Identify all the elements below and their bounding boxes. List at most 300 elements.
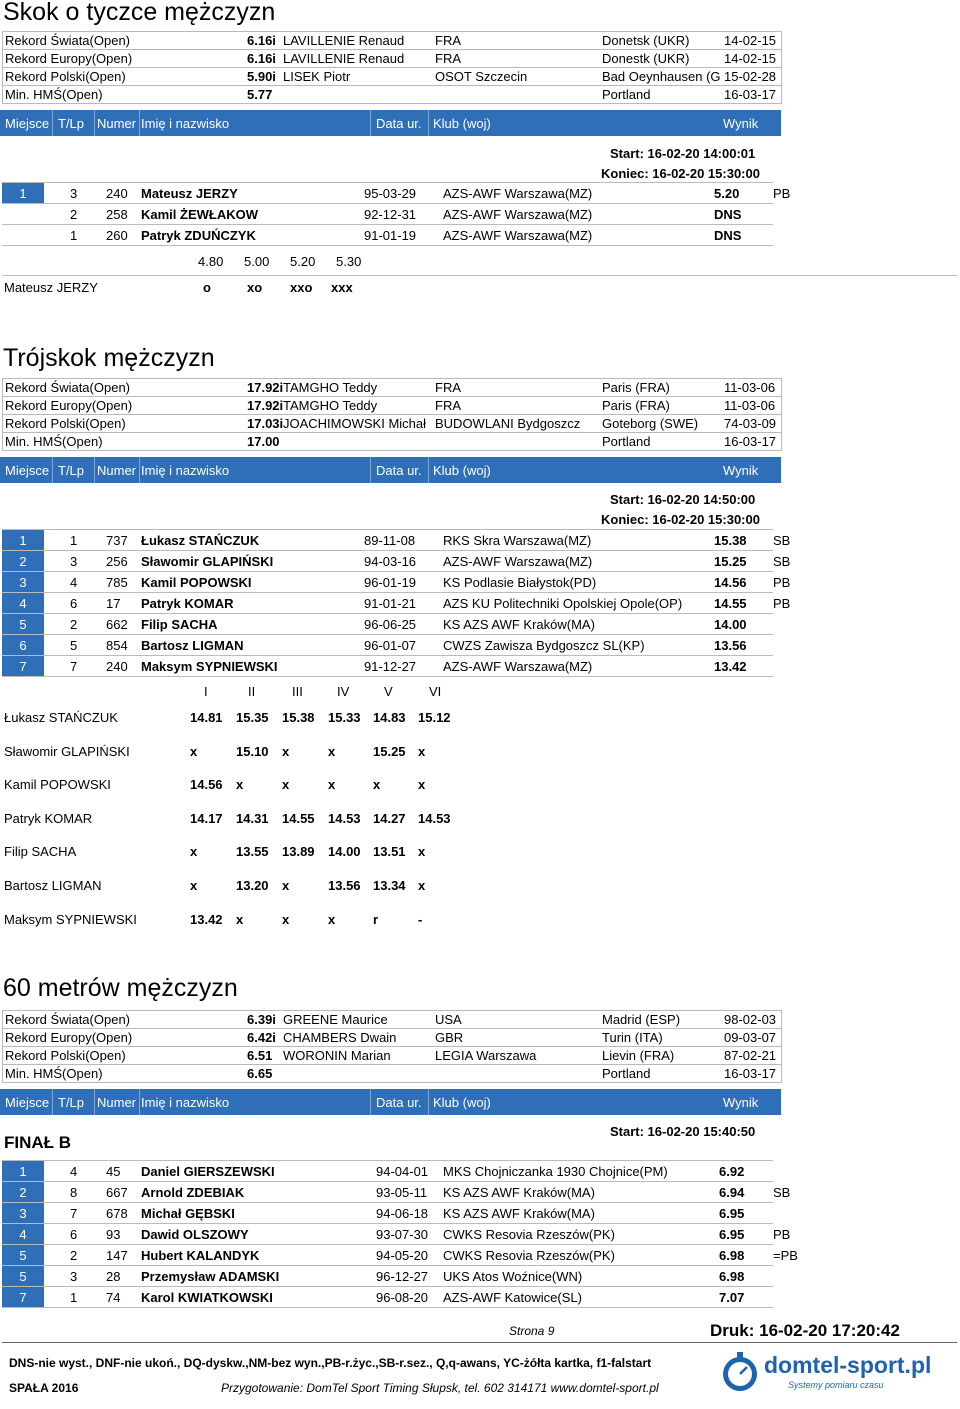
- record-row: [3, 397, 781, 415]
- record-label: Rekord Polski(Open): [5, 1048, 126, 1063]
- result-club: AZS-AWF Katowice(SL): [443, 1290, 582, 1305]
- record-date: 16-03-17: [724, 87, 777, 102]
- result-value: 13.56: [714, 638, 747, 653]
- header-lane: T/Lp: [58, 463, 85, 478]
- result-name: Bartosz LIGMAN: [141, 638, 244, 653]
- attempt-mark: x: [282, 777, 290, 793]
- result-value: 14.00: [714, 617, 747, 632]
- result-place: 7: [2, 1287, 44, 1307]
- result-club: AZS-AWF Warszawa(MZ): [443, 207, 593, 222]
- result-dob: 96-01-07: [364, 638, 417, 653]
- header-result: Wynik: [723, 116, 759, 131]
- result-note: SB: [773, 533, 791, 548]
- result-lane: 1: [70, 228, 78, 243]
- result-value: 14.55: [714, 596, 747, 611]
- attempt-mark: 15.33: [328, 710, 361, 725]
- record-place: Donetsk (UKR): [602, 33, 690, 48]
- header-dob: Data ur.: [376, 463, 422, 478]
- result-value: 6.92: [719, 1164, 745, 1179]
- result-name: Karol KWIATKOWSKI: [141, 1290, 273, 1305]
- record-label: Rekord Europy(Open): [5, 1030, 133, 1045]
- attempt-mark: 14.27: [373, 810, 406, 826]
- round-label: VI: [429, 684, 442, 699]
- result-name: Łukasz STAŃCZUK: [141, 533, 260, 548]
- result-name: Sławomir GLAPIŃSKI: [141, 554, 274, 569]
- page-number: Strona 9: [509, 1324, 555, 1338]
- attempt-mark: xxo: [290, 280, 313, 295]
- result-number: 93: [106, 1227, 121, 1242]
- header-divider: [370, 457, 371, 483]
- row-divider: [2, 275, 957, 276]
- result-club: CWZS Zawisza Bydgoszcz SL(KP): [443, 638, 645, 653]
- result-dob: 96-12-27: [376, 1269, 429, 1284]
- result-club: AZS-AWF Warszawa(MZ): [443, 186, 593, 201]
- record-mark: 6.42i: [247, 1030, 276, 1045]
- result-number: 678: [106, 1206, 128, 1221]
- result-row: [2, 530, 791, 550]
- record-label: Min. HMŚ(Open): [5, 87, 103, 102]
- prepared-by: Przygotowanie: DomTel Sport Timing Słupsk, tel. 602 314171 www.domtel-sport.pl: [221, 1381, 659, 1395]
- result-name: Patryk ZDUŃCZYK: [141, 228, 256, 243]
- attempt-mark: 14.83: [373, 710, 406, 725]
- result-place: 3: [2, 1203, 44, 1223]
- result-value: 6.95: [719, 1227, 745, 1242]
- record-date: 16-03-17: [724, 1066, 777, 1081]
- result-dob: 95-03-29: [364, 186, 417, 201]
- result-row: [2, 1245, 798, 1265]
- record-mark: 17.92i: [247, 380, 284, 395]
- result-value: DNS: [714, 207, 742, 222]
- records-table: [2, 1010, 782, 1083]
- header-divider: [94, 110, 95, 136]
- header-number: Numer: [97, 1095, 137, 1110]
- header-number: Numer: [97, 116, 137, 131]
- result-lane: 8: [70, 1185, 78, 1200]
- result-dob: 96-08-20: [376, 1290, 429, 1305]
- record-label: Rekord Świata(Open): [5, 33, 130, 48]
- attempt-mark: x: [373, 777, 381, 793]
- result-lane: 4: [70, 575, 78, 590]
- record-row: [3, 1047, 781, 1065]
- attempt-mark: 14.55: [282, 810, 315, 826]
- record-place: Paris (FRA): [602, 380, 670, 395]
- result-row: [2, 593, 791, 613]
- attempt-mark: r: [373, 911, 379, 927]
- record-label: Rekord Europy(Open): [5, 398, 133, 413]
- record-country: USA: [435, 1012, 462, 1027]
- record-athlete: GREENE Maurice: [283, 1012, 388, 1027]
- record-country: GBR: [435, 1030, 464, 1045]
- record-row: [3, 32, 781, 50]
- attempt-mark: o: [203, 280, 211, 295]
- height-label: 4.80: [198, 254, 224, 269]
- result-value: 14.56: [714, 575, 747, 590]
- attempt-mark: 14.17: [190, 810, 223, 826]
- attempt-mark: x: [328, 911, 336, 927]
- record-mark: 6.51: [247, 1048, 273, 1063]
- round-label: IV: [337, 684, 350, 699]
- result-club: AZS KU Politechniki Opolskiej Opole(OP): [443, 596, 683, 611]
- header-club: Klub (woj): [433, 463, 491, 478]
- header-divider: [370, 1089, 371, 1115]
- attempt-athlete: Sławomir GLAPIŃSKI: [4, 743, 130, 759]
- result-name: Kamil ŻEWŁAKOW: [141, 207, 258, 222]
- result-lane: 3: [70, 186, 78, 201]
- record-row: [3, 433, 781, 450]
- record-mark: 17.92i: [247, 398, 284, 413]
- record-date: 74-03-09: [724, 416, 777, 431]
- attempt-mark: x: [418, 878, 426, 893]
- result-dob: 92-12-31: [364, 207, 417, 222]
- record-row: [3, 1029, 781, 1047]
- result-club: KS AZS AWF Kraków(MA): [443, 1185, 595, 1200]
- result-club: AZS-AWF Warszawa(MZ): [443, 554, 593, 569]
- result-value: 6.94: [719, 1185, 745, 1200]
- record-place: Turin (ITA): [602, 1030, 663, 1045]
- attempt-mark: x: [190, 844, 198, 860]
- result-lane: 3: [70, 1269, 78, 1284]
- result-name: Filip SACHA: [141, 617, 218, 632]
- record-place: Madrid (ESP): [602, 1012, 681, 1027]
- record-label: Rekord Polski(Open): [5, 69, 126, 84]
- result-value: 15.25: [714, 554, 747, 569]
- result-value: 6.95: [719, 1206, 745, 1221]
- records-table: [2, 378, 782, 451]
- header-number: Numer: [97, 463, 137, 478]
- record-mark: 17.03i: [247, 416, 284, 431]
- header-lane: T/Lp: [58, 116, 85, 131]
- attempt-mark: -: [418, 911, 423, 927]
- result-row: [2, 656, 773, 676]
- result-lane: 7: [70, 659, 78, 674]
- result-note: =PB: [773, 1248, 798, 1263]
- header-divider: [94, 1089, 95, 1115]
- result-club: KS AZS AWF Kraków(MA): [443, 1206, 595, 1221]
- result-place: [2, 204, 44, 224]
- attempt-mark: 14.31: [236, 810, 269, 826]
- record-country: LEGIA Warszawa: [435, 1048, 537, 1063]
- result-row: [2, 204, 773, 224]
- header-place: Miejsce: [5, 1095, 50, 1110]
- result-dob: 89-11-08: [364, 533, 416, 548]
- result-note: PB: [773, 596, 791, 611]
- header-divider: [139, 1089, 140, 1115]
- result-dob: 93-07-30: [376, 1227, 429, 1242]
- attempt-mark: 15.35: [236, 710, 269, 725]
- result-dob: 96-01-19: [364, 575, 417, 590]
- result-value: 15.38: [714, 533, 747, 548]
- record-country: FRA: [435, 398, 461, 413]
- results-table-header: [0, 110, 781, 136]
- result-place: 7: [2, 656, 44, 676]
- record-country: OSOT Szczecin: [435, 69, 528, 84]
- result-lane: 2: [70, 617, 78, 632]
- record-mark: 5.90i: [247, 69, 276, 84]
- height-label: 5.30: [336, 254, 362, 269]
- result-note: PB: [773, 575, 791, 590]
- record-place: Donestk (UKR): [602, 51, 690, 66]
- result-place: 1: [2, 530, 44, 550]
- header-dob: Data ur.: [376, 116, 422, 131]
- stopwatch-icon: [718, 1350, 762, 1394]
- header-divider: [428, 110, 429, 136]
- record-country: FRA: [435, 33, 461, 48]
- row-divider: [2, 1307, 773, 1308]
- record-date: 15-02-28: [724, 69, 777, 84]
- attempt-mark: 13.51: [373, 844, 406, 860]
- result-name: Michał GĘBSKI: [141, 1206, 235, 1221]
- record-place: Portland: [602, 87, 651, 102]
- record-label: Rekord Europy(Open): [5, 51, 133, 66]
- result-note: PB: [773, 186, 791, 201]
- header-divider: [428, 1089, 429, 1115]
- attempt-mark: x: [418, 844, 426, 860]
- attempt-mark: x: [236, 911, 244, 927]
- attempt-mark: 13.20: [236, 878, 269, 893]
- result-place: 6: [2, 635, 44, 655]
- header-result: Wynik: [723, 463, 759, 478]
- record-mark: 6.16i: [247, 51, 276, 66]
- record-date: 11-03-06: [724, 398, 776, 413]
- record-date: 09-03-07: [724, 1030, 777, 1045]
- result-value: 7.07: [719, 1290, 745, 1305]
- result-note: PB: [773, 1227, 791, 1242]
- header-divider: [52, 1089, 53, 1115]
- result-number: 667: [106, 1185, 128, 1200]
- result-row: [2, 1182, 791, 1202]
- result-lane: 4: [70, 1164, 78, 1179]
- result-club: UKS Atos Woźnice(WN): [443, 1269, 583, 1284]
- header-divider: [52, 457, 53, 483]
- header-divider: [428, 457, 429, 483]
- header-divider: [370, 110, 371, 136]
- record-label: Rekord Polski(Open): [5, 416, 126, 431]
- record-mark: 5.77: [247, 87, 273, 102]
- section-title: Skok o tyczce mężczyzn: [3, 0, 276, 26]
- result-club: AZS-AWF Warszawa(MZ): [443, 659, 593, 674]
- attempt-mark: x: [282, 878, 290, 893]
- attempt-mark: 13.89: [282, 844, 315, 860]
- result-club: AZS-AWF Warszawa(MZ): [443, 228, 593, 243]
- header-result: Wynik: [723, 1095, 759, 1110]
- attempt-mark: 14.53: [328, 810, 361, 826]
- record-athlete: CHAMBERS Dwain: [283, 1030, 397, 1045]
- result-value: 6.98: [719, 1269, 745, 1284]
- result-number: 258: [106, 207, 128, 222]
- record-place: Paris (FRA): [602, 398, 670, 413]
- record-athlete: WORONIN Marian: [283, 1048, 391, 1063]
- header-dob: Data ur.: [376, 1095, 422, 1110]
- result-lane: 2: [70, 1248, 78, 1263]
- attempt-mark: x: [190, 743, 198, 759]
- record-place: Goteborg (SWE): [602, 416, 699, 431]
- attempt-mark: x: [190, 878, 198, 893]
- result-place: 3: [2, 572, 44, 592]
- record-label: Rekord Świata(Open): [5, 1012, 130, 1027]
- start-time: Start: 16-02-20 15:40:50: [610, 1124, 756, 1139]
- result-value: 13.42: [714, 659, 747, 674]
- attempt-mark: 13.42: [190, 911, 223, 927]
- start-time: Start: 16-02-20 14:00:01: [610, 146, 756, 161]
- result-name: Daniel GIERSZEWSKI: [141, 1164, 275, 1179]
- result-dob: 91-12-27: [364, 659, 417, 674]
- header-club: Klub (woj): [433, 1095, 491, 1110]
- record-athlete: TAMGHO Teddy: [283, 380, 378, 395]
- result-name: Kamil POPOWSKI: [141, 575, 252, 590]
- header-club: Klub (woj): [433, 116, 491, 131]
- result-number: 785: [106, 575, 128, 590]
- result-number: 260: [106, 228, 128, 243]
- attempt-mark: 13.55: [236, 844, 269, 860]
- attempt-mark: x: [418, 777, 426, 793]
- result-number: 854: [106, 638, 128, 653]
- record-row: [3, 379, 781, 397]
- result-dob: 94-03-16: [364, 554, 417, 569]
- result-place: 1: [2, 183, 44, 203]
- attempt-athlete: Maksym SYPNIEWSKI: [4, 911, 137, 927]
- record-date: 14-02-15: [724, 51, 777, 66]
- result-row: [2, 183, 791, 203]
- attempt-mark: x: [418, 743, 426, 759]
- attempt-mark: xxx: [331, 280, 353, 295]
- round-label: I: [204, 684, 208, 699]
- record-place: Bad Oeynhausen (G: [602, 69, 721, 84]
- row-divider: [2, 676, 773, 677]
- result-row: [2, 1161, 773, 1181]
- footer-divider: [2, 1342, 957, 1343]
- header-name: Imię i nazwisko: [141, 1095, 230, 1110]
- result-club: CWKS Resovia Rzeszów(PK): [443, 1248, 615, 1263]
- attempt-mark: xo: [247, 280, 263, 295]
- result-name: Maksym SYPNIEWSKI: [141, 659, 278, 674]
- record-row: [3, 415, 781, 433]
- domtel-logo: [718, 1346, 938, 1398]
- attempt-athlete: Łukasz STAŃCZUK: [4, 710, 118, 725]
- record-row: [3, 1011, 781, 1029]
- result-dob: 94-06-18: [376, 1206, 429, 1221]
- record-place: Lievin (FRA): [602, 1048, 675, 1063]
- end-time: Koniec: 16-02-20 15:30:00: [601, 166, 760, 181]
- record-athlete: JOACHIMOWSKI Michał: [283, 416, 427, 431]
- result-lane: 5: [70, 638, 78, 653]
- event-name: SPAŁA 2016: [9, 1381, 79, 1395]
- header-divider: [94, 457, 95, 483]
- record-mark: 6.65: [247, 1066, 273, 1081]
- attempt-mark: 15.10: [236, 743, 269, 759]
- result-number: 240: [106, 186, 128, 201]
- logo-name: domtel-sport.pl: [764, 1352, 932, 1378]
- attempt-mark: x: [328, 743, 336, 759]
- result-place: 4: [2, 593, 44, 613]
- result-number: 256: [106, 554, 128, 569]
- result-lane: 7: [70, 1206, 78, 1221]
- result-row: [2, 1224, 791, 1244]
- result-dob: 94-04-01: [376, 1164, 429, 1179]
- result-club: KS AZS AWF Kraków(MA): [443, 617, 595, 632]
- record-label: Min. HMŚ(Open): [5, 1066, 103, 1081]
- record-athlete: LAVILLENIE Renaud: [283, 33, 405, 48]
- header-divider: [139, 110, 140, 136]
- result-row: [2, 225, 773, 245]
- attempt-mark: 15.38: [282, 710, 315, 725]
- round-label: II: [248, 684, 256, 699]
- section-title: Trójskok mężczyzn: [3, 344, 215, 372]
- result-lane: 1: [70, 1290, 78, 1305]
- result-lane: 2: [70, 207, 78, 222]
- result-number: 662: [106, 617, 128, 632]
- end-time: Koniec: 16-02-20 15:30:00: [601, 512, 760, 527]
- record-place: Portland: [602, 434, 651, 449]
- attempt-mark: x: [282, 743, 290, 759]
- record-row: [3, 1065, 781, 1082]
- result-number: 147: [106, 1248, 128, 1263]
- result-dob: 96-06-25: [364, 617, 417, 632]
- result-dob: 94-05-20: [376, 1248, 429, 1263]
- final-title: FINAŁ B: [4, 1133, 72, 1152]
- section-title: 60 metrów mężczyzn: [3, 974, 238, 1002]
- attempt-mark: 13.56: [328, 878, 361, 893]
- result-number: 45: [106, 1164, 121, 1179]
- result-place: 4: [2, 1224, 44, 1244]
- record-athlete: LISEK Piotr: [283, 69, 351, 84]
- record-row: [3, 68, 781, 86]
- attempt-mark: 13.34: [373, 878, 406, 893]
- result-name: Hubert KALANDYK: [141, 1248, 260, 1263]
- record-row: [3, 50, 781, 68]
- result-name: Mateusz JERZY: [141, 186, 238, 201]
- header-name: Imię i nazwisko: [141, 463, 230, 478]
- round-label: III: [292, 684, 303, 699]
- header-divider: [52, 110, 53, 136]
- record-athlete: LAVILLENIE Renaud: [283, 51, 405, 66]
- result-number: 17: [106, 596, 121, 611]
- record-label: Min. HMŚ(Open): [5, 434, 103, 449]
- result-place: 5: [2, 614, 44, 634]
- attempt-mark: x: [236, 777, 244, 793]
- record-label: Rekord Świata(Open): [5, 380, 130, 395]
- result-place: 5: [2, 1245, 44, 1265]
- result-note: SB: [773, 554, 791, 569]
- result-dob: 91-01-21: [364, 596, 417, 611]
- result-club: MKS Chojniczanka 1930 Chojnice(PM): [443, 1164, 668, 1179]
- result-value: 6.98: [719, 1248, 745, 1263]
- result-number: 74: [106, 1290, 121, 1305]
- result-lane: 3: [70, 554, 78, 569]
- attempt-athlete: Bartosz LIGMAN: [4, 878, 102, 893]
- result-row: [2, 635, 773, 655]
- record-country: FRA: [435, 51, 461, 66]
- result-club: CWKS Resovia Rzeszów(PK): [443, 1227, 615, 1242]
- attempt-athlete: Patryk KOMAR: [4, 810, 93, 826]
- result-name: Patryk KOMAR: [141, 596, 234, 611]
- result-row: [2, 614, 773, 634]
- result-number: 28: [106, 1269, 121, 1284]
- record-date: 98-02-03: [724, 1012, 777, 1027]
- result-number: 737: [106, 533, 128, 548]
- record-date: 87-02-21: [724, 1048, 777, 1063]
- result-lane: 6: [70, 1227, 78, 1242]
- header-place: Miejsce: [5, 116, 50, 131]
- attempt-mark: 14.53: [418, 810, 451, 826]
- attempt-athlete: Kamil POPOWSKI: [4, 777, 111, 793]
- header-divider: [139, 457, 140, 483]
- results-table-header: [0, 1089, 781, 1115]
- record-mark: 17.00: [247, 434, 280, 449]
- attempt-mark: 15.25: [373, 743, 406, 759]
- row-divider: [2, 245, 773, 246]
- result-place: 5: [2, 1266, 44, 1286]
- record-date: 11-03-06: [724, 380, 776, 395]
